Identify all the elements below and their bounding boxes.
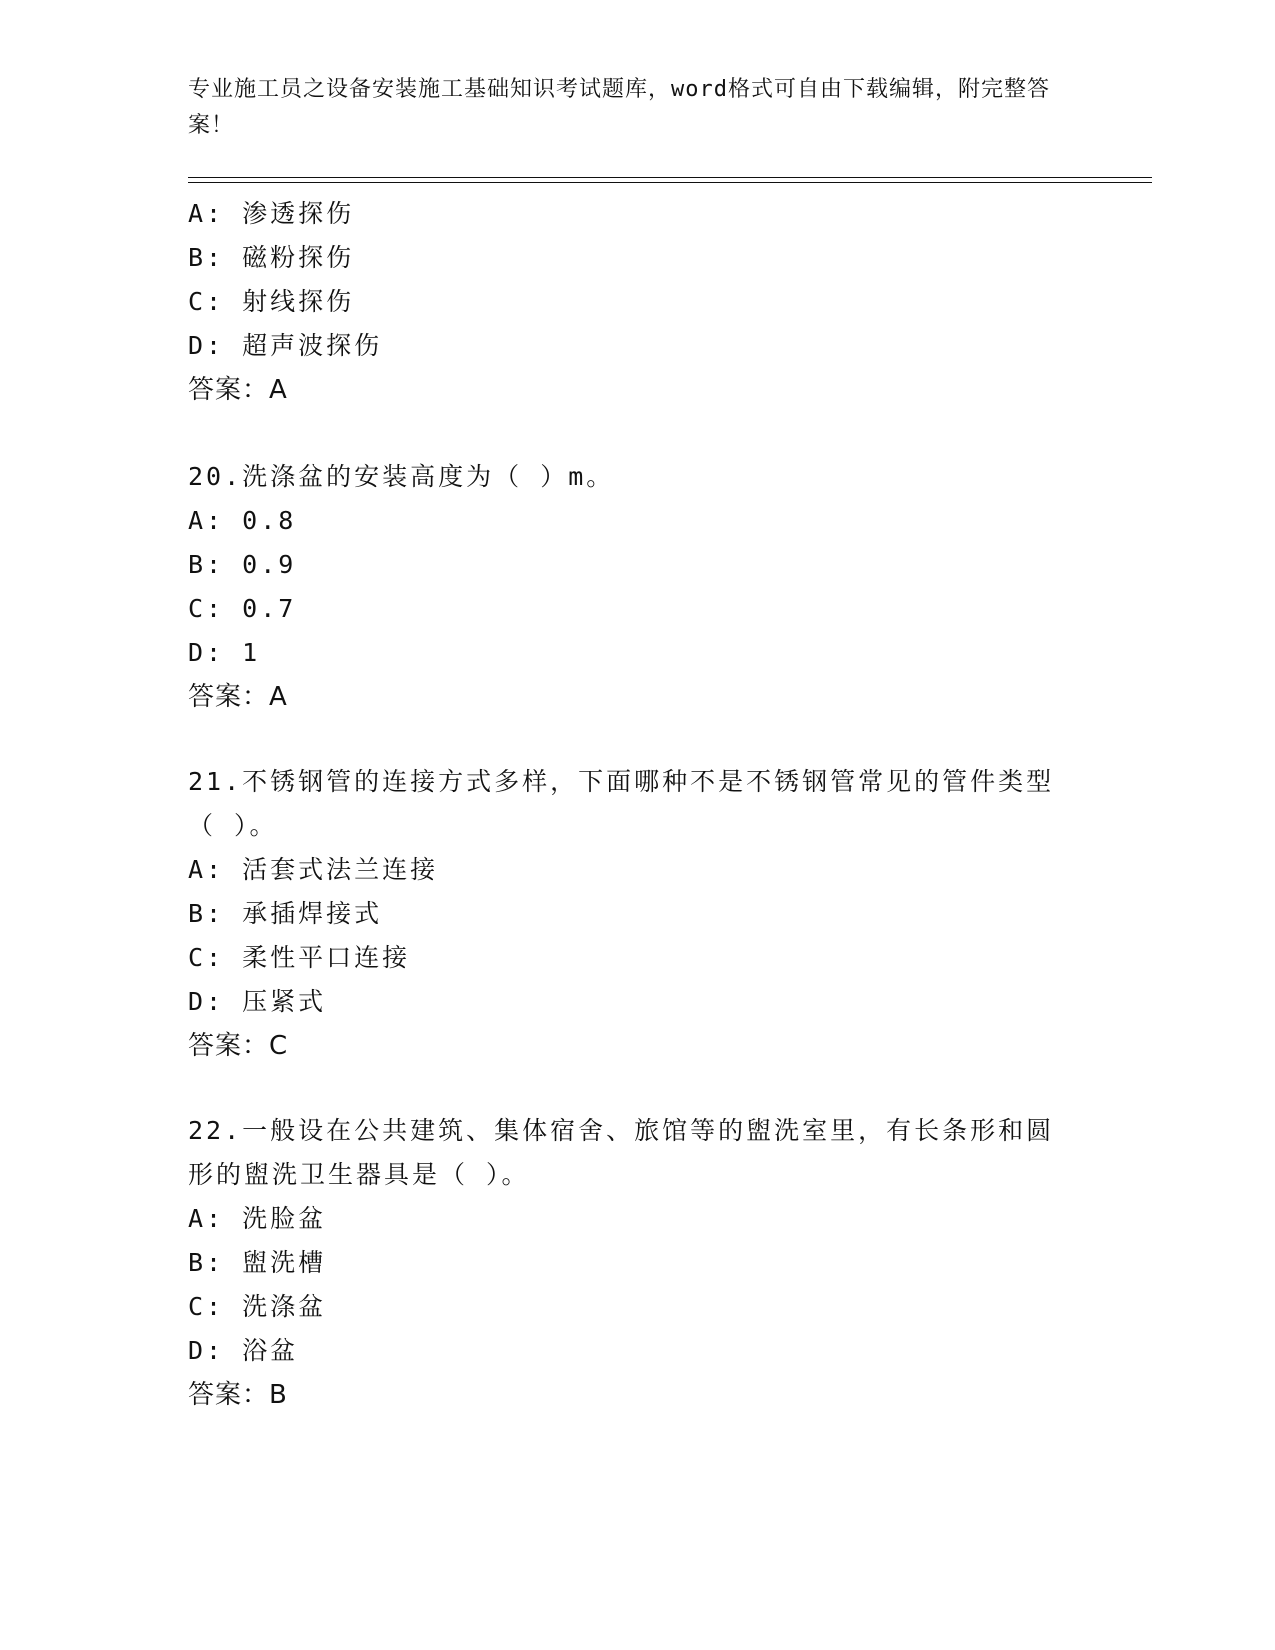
option-label: D: [188, 638, 225, 667]
option-label: A: [188, 855, 225, 884]
option-label: B: [188, 550, 225, 579]
option-label: C: [188, 287, 225, 316]
option-a [188, 199, 354, 229]
option-label: A: [188, 199, 225, 228]
option-text: 活套式法兰连接 [242, 855, 439, 884]
option-text: 压紧式 [242, 987, 327, 1016]
answer: 答案：A [188, 682, 288, 712]
option-text: 射线探伤 [242, 287, 355, 316]
question-stem: 22.一般设在公共建筑、集体宿舍、旅馆等的盥洗室里，有长条形和圆 [188, 1116, 1055, 1145]
option-text: 渗透探伤 [242, 199, 355, 228]
option-label: B: [188, 1248, 225, 1277]
option-label: D: [188, 1336, 225, 1365]
option-label: A: [188, 1204, 225, 1233]
option-d [188, 638, 260, 668]
option-a [188, 1204, 326, 1234]
option-c [188, 1292, 326, 1322]
option-text: 盥洗槽 [242, 1248, 327, 1277]
option-c [188, 943, 410, 973]
option-label: C: [188, 943, 225, 972]
option-c [188, 594, 296, 624]
header-divider [188, 182, 1152, 183]
option-label: D: [188, 331, 225, 360]
option-d [188, 1336, 298, 1366]
option-c [188, 287, 354, 317]
answer: 答案：A [188, 375, 288, 405]
option-text: 0.8 [242, 506, 297, 535]
option-d [188, 987, 326, 1017]
option-label: B: [188, 243, 225, 272]
header-divider [188, 177, 1152, 178]
option-label: A: [188, 506, 225, 535]
option-a [188, 855, 438, 885]
question-stem: （ ）。 [188, 811, 278, 840]
answer: 答案：C [188, 1031, 289, 1061]
option-text: 洗脸盆 [242, 1204, 327, 1233]
option-text: 洗涤盆 [242, 1292, 327, 1321]
option-text: 1 [242, 638, 261, 667]
option-label: D: [188, 987, 225, 1016]
option-b [188, 1248, 326, 1278]
option-d [188, 331, 382, 361]
answer: 答案：B [188, 1380, 288, 1410]
option-label: B: [188, 899, 225, 928]
question-stem: 20.洗涤盆的安装高度为（ ）m。 [188, 462, 615, 491]
option-text: 0.9 [242, 550, 297, 579]
document-header: 专业施工员之设备安装施工基础知识考试题库，word格式可自由下载编辑，附完整答案！ [188, 77, 1050, 138]
option-a [188, 506, 296, 536]
question-stem: 21.不锈钢管的连接方式多样，下面哪种不是不锈钢管常见的管件类型 [188, 767, 1055, 796]
option-text: 0.7 [242, 594, 297, 623]
option-text: 柔性平口连接 [242, 943, 411, 972]
option-text: 浴盆 [242, 1336, 299, 1365]
option-text: 超声波探伤 [242, 331, 383, 360]
option-b [188, 899, 382, 929]
option-b [188, 243, 354, 273]
option-text: 承插焊接式 [242, 899, 383, 928]
option-label: C: [188, 594, 225, 623]
question-stem: 形的盥洗卫生器具是（ ）。 [188, 1160, 530, 1189]
option-text: 磁粉探伤 [242, 243, 355, 272]
option-label: C: [188, 1292, 225, 1321]
option-b [188, 550, 296, 580]
